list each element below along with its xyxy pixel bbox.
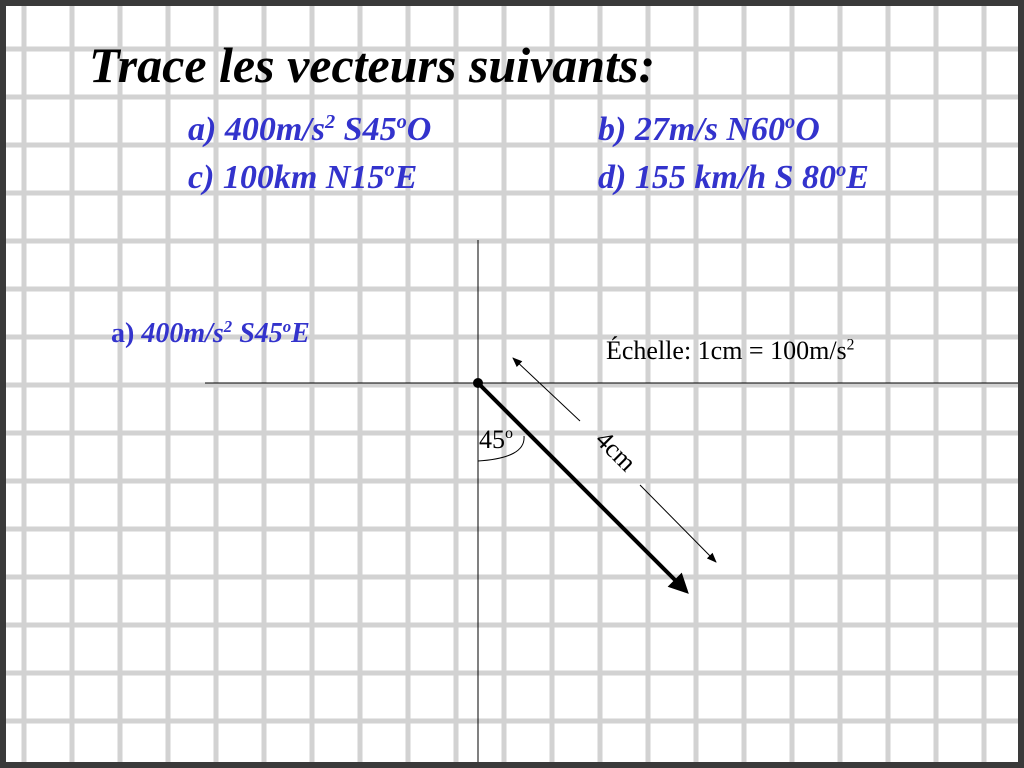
angle-label: 45$^o$ bbox=[479, 425, 513, 454]
vector-item-c: c) 100km N15$^o$E bbox=[188, 158, 418, 196]
vector-arrow bbox=[478, 383, 686, 591]
page-title: Trace les vecteurs suivants: bbox=[89, 37, 656, 93]
dimension-line-upper bbox=[513, 358, 580, 421]
dimension-line-lower bbox=[640, 485, 716, 562]
origin-point bbox=[473, 378, 483, 388]
vector-item-d: d) 155 km/h S 80$^o$E bbox=[598, 158, 869, 196]
vector-item-b: b) 27m/s N60$^o$O bbox=[598, 110, 820, 148]
example-label: a) $400m/s^2$ S45$^o$E bbox=[111, 316, 310, 349]
vector-diagram bbox=[6, 6, 1018, 762]
vector-item-a: a) $400m/s^2$ S45$^o$O bbox=[188, 110, 432, 148]
length-label: 4cm bbox=[589, 424, 643, 478]
scale-label: Échelle: $1cm = 100m/s^2$ bbox=[606, 336, 855, 365]
slide bbox=[6, 6, 1018, 762]
